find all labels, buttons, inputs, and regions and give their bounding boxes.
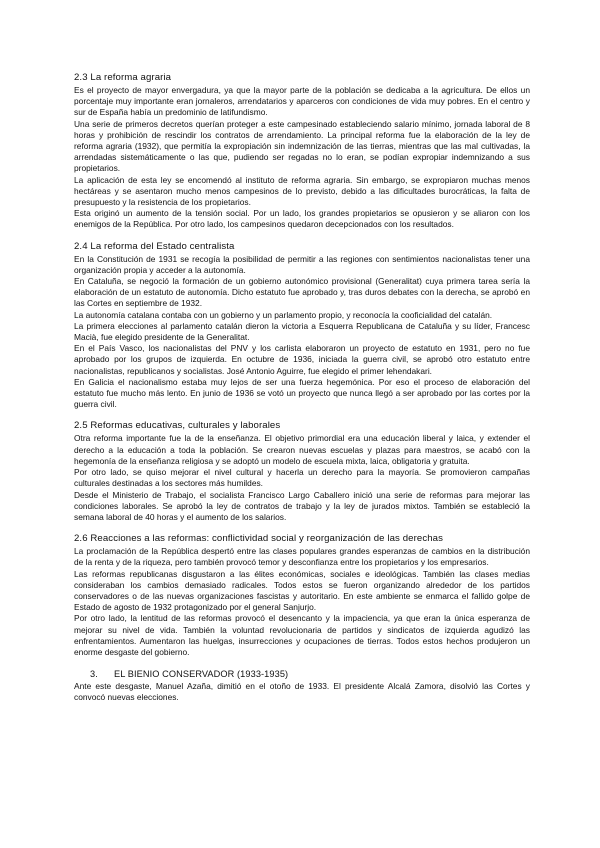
- paragraph: Una serie de primeros decretos querían proteger a este campesinado estableciendo salario mínimo, jornada laboral de 8 horas y prohibición de rescindir los contratos de arrendamiento. La principal reforma fue la elaboración de la ley de reforma agraria (1932), que permitía la expropiación sin indemnización de las tierras, mientras que las mal cultivadas, la arrendadas sistemáticamente o las que, pudiendo ser regadas no lo eran, se podían expropiar indemnizando a sus propietarios.: [74, 118, 530, 174]
- chapter-number: 3.: [90, 669, 98, 680]
- section-reacciones-reformas: [74, 533, 530, 658]
- paragraph: La proclamación de la República despertó entre las clases populares grandes esperanzas de cambios en la distribución de la renta y de la riqueza, pero también provocó temor y desconfianza entre los propietarios y los empresarios.: [74, 546, 530, 568]
- paragraph: En la Constitución de 1931 se recogía la posibilidad de permitir a las regiones con sentimientos nacionalistas tener una organización propia y acceder a la autonomía.: [74, 253, 530, 275]
- section-estado-centralista: [74, 241, 530, 411]
- paragraph: La primera elecciones al parlamento catalán dieron la victoria a Esquerra Republicana de Cataluña y su líder, Francesc Macià, fue elegido presidente de la Generalitat.: [74, 320, 530, 343]
- paragraph: Por otro lado, la lentitud de las reformas provocó el desencanto y la impaciencia, ya que eran la única esperanza de mejorar su nivel de vida. También la voluntad revolucionaria de partidos y sindicatos de izquierda agudizó las enfrentamientos. Aumentaron las huelgas, insurrecciones y ocupaciones de tierras. Todos estos hechos produjeron un enorme desgaste del gobierno.: [74, 613, 530, 657]
- section-reforma-agraria: [74, 72, 530, 231]
- section-heading: 2.3 La reforma agraria: [74, 72, 172, 83]
- paragraph: La aplicación de esta ley se encomendó al instituto de reforma agraria. Sin embargo, se expropiaron muchas menos hectáreas y se asentaron mucho menos campesinos de lo previsto, debido a las dificultades burocráticas, la falta de presupuesto y la resistencia de los propietarios.: [74, 174, 530, 208]
- document-page: [74, 72, 530, 714]
- paragraph: En Galicia el nacionalismo estaba muy lejos de ser una fuerza hegemónica. Por eso el proceso de elaboración del estatuto fue mucho más lento. En junio de 1936 se votó un proyecto que nunca llegó a ser aprobado por las cortes por la guerra civil.: [74, 376, 530, 410]
- chapter-bienio-conservador: [74, 668, 530, 703]
- chapter-title: EL BIENIO CONSERVADOR (1933-1935): [114, 669, 289, 680]
- paragraph: Ante este desgaste, Manuel Azaña, dimitió en el otoño de 1933. El presidente Alcalá Zamora, disolvió las Cortes y convocó nuevas elecciones.: [74, 681, 530, 703]
- paragraph: Desde el Ministerio de Trabajo, el socialista Francisco Largo Caballero inició una serie de reformas para mejorar las condiciones laborales. Se aprobó la ley de contratos de trabajo y la ley de jurados mixtos. También se estableció la semana laboral de 40 horas y el aumento de los salarios.: [74, 489, 530, 522]
- section-heading: 2.6 Reacciones a las reformas: conflictividad social y reorganización de las derechas: [74, 533, 443, 545]
- paragraph: En Cataluña, se negoció la formación de un gobierno autonómico provisional (Generalitat) cuya primera tarea sería la elaboración de un estatuto de autonomía. Dicho estatuto fue aprobado y, tras duros debates con la derecha, se aprobó en las Cortes en septiembre de 1932.: [74, 276, 530, 309]
- paragraph: Las reformas republicanas disgustaron a las élites económicas, sociales e ideológicas. También las clases medias consideraban los cambios demasiado radicales. Todos estos se fueron organizando alrededor de los partidos conservadores o de las nuevas organizaciones fascistas y autoritario. En este ambiente se enmarca el fallido golpe de Estado de agosto de 1932 protagonizado por el general Sanjurjo.: [74, 568, 530, 613]
- paragraph: En el País Vasco, los nacionalistas del PNV y los carlista elaboraron un proyecto de estatuto en 1931, pero no fue aprobado por los grupos de izquierda. En octubre de 1936, iniciada la guerra civil, se aprobó otro estatuto entre nacionalistas, republicanos y socialistas. José Antonio Aguirre, fue elegido el primer lehendakari.: [74, 343, 530, 376]
- chapter-heading: [74, 668, 530, 680]
- paragraph: La autonomía catalana contaba con un gobierno y un parlamento propio, y reconocía la cooficialidad del catalán.: [74, 309, 493, 320]
- paragraph: Es el proyecto de mayor envergadura, ya que la mayor parte de la población se dedicaba a la agricultura. De ellos un porcentaje muy importante eran jornaleros, arrendatarios y aparceros con condiciones de vida muy pobres. En el centro y sur de España había un predominio de latifundismo.: [74, 85, 530, 118]
- paragraph: Por otro lado, se quiso mejorar el nivel cultural y hacerla un derecho para la mayoría. Se promovieron campañas culturales destinadas a los sectores más humildes.: [74, 467, 530, 489]
- section-heading: 2.4 La reforma del Estado centralista: [74, 240, 235, 252]
- section-reformas-educativas: [74, 420, 530, 523]
- paragraph: Esta originó un aumento de la tensión social. Por un lado, los grandes propietarios se opusieron y se aliaron con los enemigos de la República. Por otro lado, los campesinos quedaron decepcionados con los resultados.: [74, 208, 530, 230]
- paragraph: Otra reforma importante fue la de la enseñanza. El objetivo primordial era una educación liberal y laica, y extender el derecho a la educación a toda la población. Se crearon nuevas escuelas y plazas para maestros, se acabó con la hegemonía de la enseñanza religiosa y se adoptó un modelo de escuela mixta, laica, obligatoria y gratuita.: [74, 433, 530, 466]
- section-heading: 2.5 Reformas educativas, culturales y laborales: [74, 420, 281, 432]
